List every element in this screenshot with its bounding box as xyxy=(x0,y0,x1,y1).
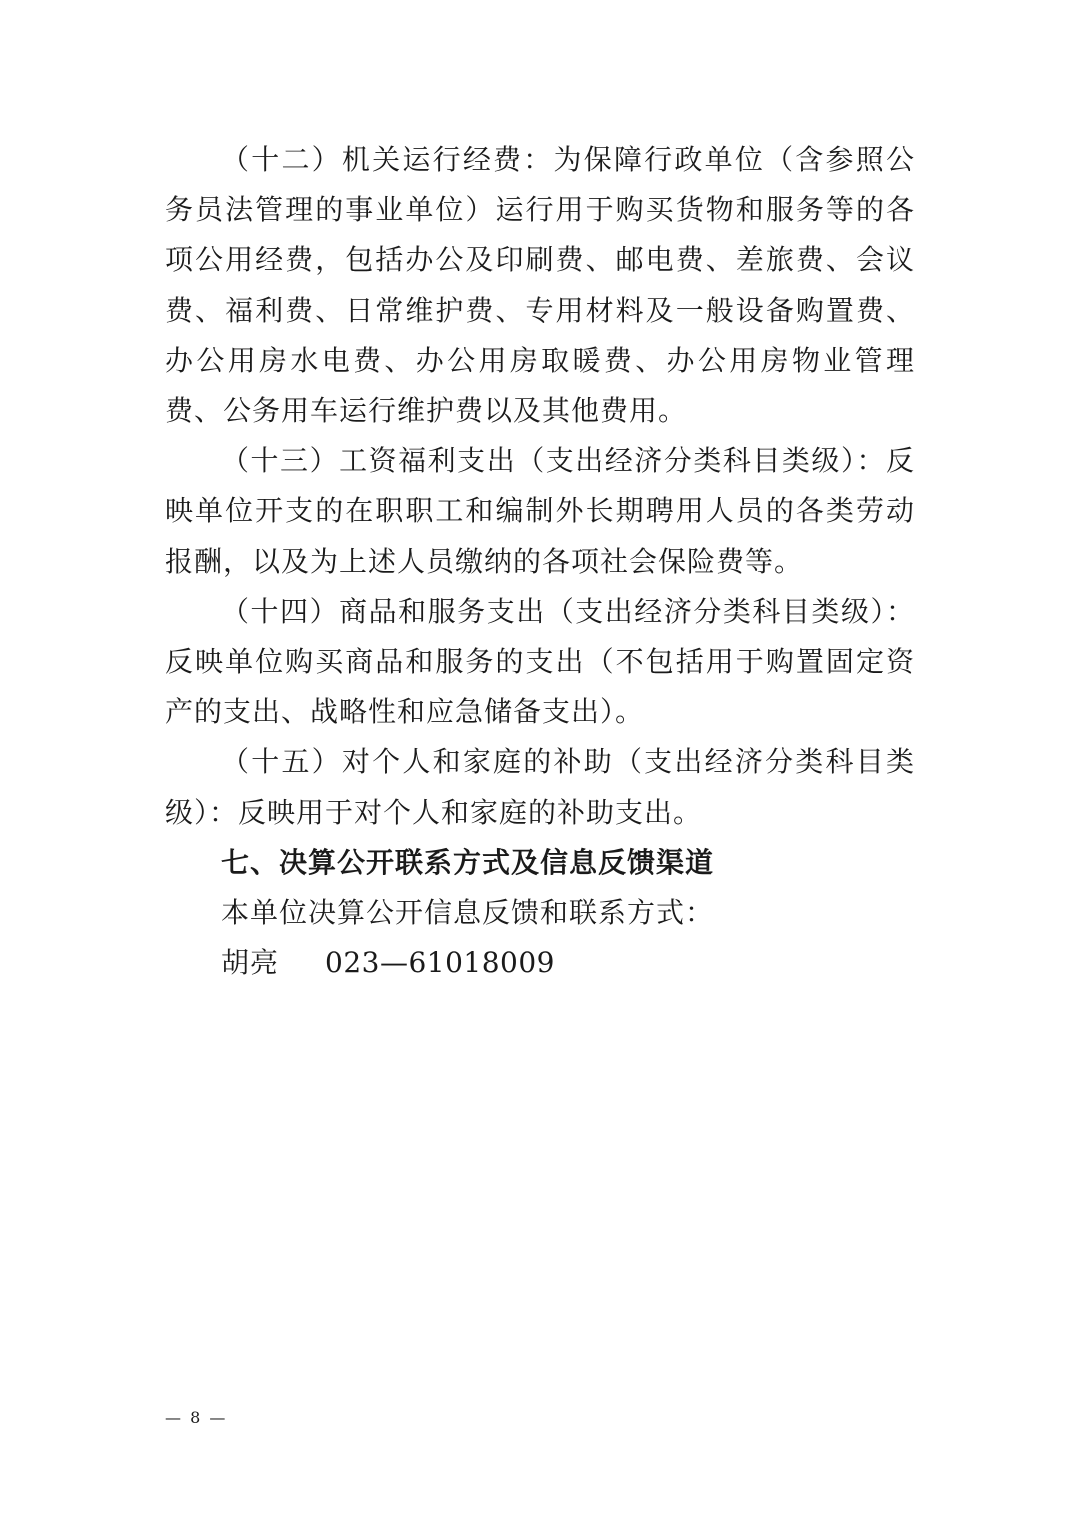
paragraph-13: （十三）工资福利支出（支出经济分类科目类级）：反映单位开支的在职职工和编制外长期聘用人员的各类劳动报酬，以及为上述人员缴纳的各项社会保险费等。 xyxy=(165,444,915,578)
contact-intro: 本单位决算公开信息反馈和联系方式： xyxy=(221,896,715,930)
document-body xyxy=(165,135,915,988)
paragraph-15: （十五）对个人和家庭的补助（支出经济分类科目类级）：反映用于对个人和家庭的补助支出。 xyxy=(165,745,915,829)
paragraph-14: （十四）商品和服务支出（支出经济分类科目类级）：反映单位购买商品和服务的支出（不包括用于购置固定资产的支出、战略性和应急储备支出）。 xyxy=(165,594,915,729)
paragraph-12: （十二）机关运行经费：为保障行政单位（含参照公务员法管理的事业单位）运行用于购买货物和服务等的各项公用经费，包括办公及印刷费、邮电费、差旅费、会议费、福利费、日常维护费、专用材料及一般设备购置费、办公用房水电费、办公用房取暖费、办公用房物业管理费、公务用车运行维护费以及其他费用。 xyxy=(165,143,915,428)
contact-phone: 023—61018009 xyxy=(325,946,555,980)
contact-line xyxy=(165,938,915,988)
page-number: — 8 — xyxy=(165,1408,228,1427)
section-heading: 七、决算公开联系方式及信息反馈渠道 xyxy=(221,845,715,879)
contact-name: 胡亮 xyxy=(221,946,280,980)
